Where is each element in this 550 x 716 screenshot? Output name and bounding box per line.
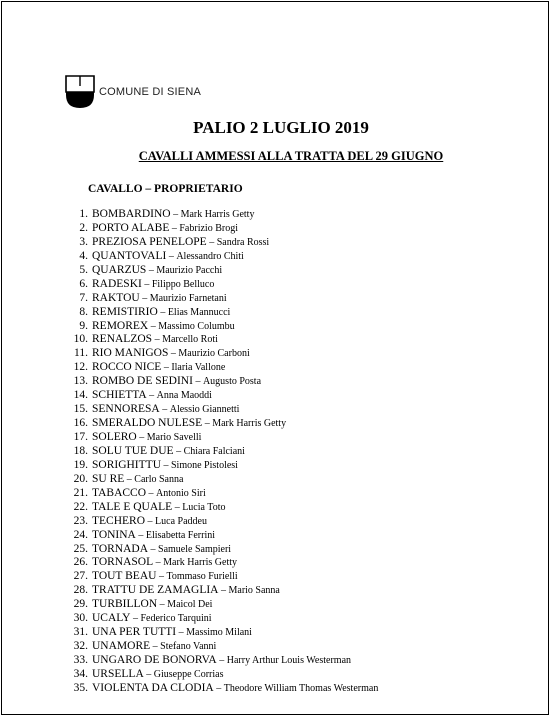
list-item — [60, 389, 378, 403]
entry-number: 20. — [73, 472, 88, 485]
list-item — [60, 612, 378, 626]
owner-name: Marcello Roti — [162, 334, 218, 346]
column-header: CAVALLO – PROPRIETARIO — [88, 183, 243, 195]
owner-name: Ilaria Vallone — [171, 362, 226, 374]
owner-name: Theodore William Thomas Westerman — [223, 682, 379, 694]
owner-name: Mark Harris Getty — [212, 418, 287, 430]
horse-name: TONINA — [92, 528, 136, 541]
entry-number: 21. — [73, 486, 88, 499]
entry-number: 1. — [79, 208, 88, 220]
name-separator: – — [172, 501, 183, 513]
entry-number: 24. — [73, 528, 88, 541]
list-item — [60, 682, 378, 696]
owner-name: Anna Maoddi — [156, 390, 212, 402]
entry-number: 33. — [73, 654, 88, 666]
horse-name: SOLU TUE DUE — [92, 444, 174, 457]
owner-name: Carlo Sanna — [134, 473, 184, 485]
logo-text: COMUNE DI SIENA — [99, 86, 202, 98]
entry-number: 11. — [74, 347, 88, 360]
owner-name: Giuseppe Corrias — [153, 668, 224, 680]
owner-name: Mario Sanna — [228, 585, 280, 597]
list-item — [60, 208, 378, 222]
owner-name: Chiara Falciani — [183, 445, 245, 457]
list-item — [60, 459, 378, 473]
name-separator: – — [161, 459, 171, 471]
list-item — [60, 584, 378, 598]
list-item — [60, 487, 378, 501]
horse-name: URSELLA — [92, 667, 144, 680]
entry-number: 27. — [73, 570, 88, 583]
list-item — [60, 431, 378, 445]
name-separator: – — [168, 348, 179, 360]
name-separator: – — [157, 599, 168, 611]
horse-name: TORNADA — [92, 542, 149, 555]
owner-name: Maicol Dei — [167, 599, 213, 611]
horse-name: SMERALDO NULESE — [92, 417, 203, 430]
entry-number: 10. — [73, 333, 88, 346]
list-item — [60, 375, 378, 389]
entry-number: 14. — [73, 389, 88, 402]
horse-name: RENALZOS — [92, 333, 153, 346]
horse-name: UNA PER TUTTI — [92, 626, 177, 639]
list-item — [60, 543, 378, 557]
horse-name: TRATTU DE ZAMAGLIA — [92, 584, 219, 597]
entry-number: 7. — [79, 291, 88, 304]
list-item — [60, 333, 378, 347]
name-separator: – — [169, 222, 180, 234]
entry-number: 18. — [73, 444, 88, 457]
owner-name: Filippo Belluco — [151, 278, 215, 290]
horse-name: SOLERO — [92, 431, 137, 443]
list-item — [60, 556, 378, 570]
entry-number: 9. — [79, 319, 88, 332]
owner-name: Maurizio Carboni — [178, 348, 250, 360]
name-separator: – — [176, 627, 187, 639]
list-item — [60, 278, 378, 292]
entry-number: 6. — [79, 277, 88, 290]
name-separator: – — [156, 571, 167, 583]
list-item — [60, 501, 378, 515]
name-separator: – — [152, 334, 163, 346]
owner-name: Stefano Vanni — [160, 641, 217, 653]
horse-name: PORTO ALABE — [92, 221, 170, 234]
owner-name: Federico Tarquini — [140, 613, 212, 625]
list-item — [60, 640, 378, 654]
horse-name: SORIGHITTU — [92, 458, 161, 471]
name-separator: – — [143, 668, 154, 680]
horse-name: SU RE — [92, 472, 125, 485]
list-item — [60, 264, 378, 278]
horse-name: REMISTIRIO — [92, 305, 158, 318]
owner-name: Augusto Posta — [202, 376, 262, 388]
owner-name: Harry Arthur Louis Westerman — [226, 655, 352, 666]
entry-number: 5. — [79, 263, 88, 276]
list-item — [60, 236, 378, 250]
name-separator: – — [141, 278, 152, 290]
horse-name: UNAMORE — [92, 640, 151, 653]
list-item — [60, 417, 378, 431]
page-subtitle: CAVALLI AMMESSI ALLA TRATTA DEL 29 GIUGNO — [138, 149, 444, 163]
list-item — [60, 222, 378, 236]
list-item — [60, 403, 378, 417]
horse-name: RADESKI — [92, 277, 142, 290]
list-item — [60, 473, 378, 487]
name-separator: – — [146, 390, 157, 402]
name-separator: – — [150, 641, 161, 653]
entry-number: 35. — [73, 681, 88, 694]
name-separator: – — [218, 585, 229, 597]
name-separator: – — [161, 362, 172, 374]
siena-shield-icon — [65, 75, 95, 109]
owner-name: Elisabetta Ferrini — [145, 529, 216, 541]
owner-name: Alessandro Chiti — [176, 250, 244, 262]
horse-name: UNGARO DE BONORVA — [92, 654, 217, 666]
owner-name: Mark Harris Getty — [180, 209, 255, 220]
entry-number: 32. — [73, 640, 88, 653]
name-separator: – — [145, 515, 156, 527]
name-separator: – — [192, 376, 203, 388]
entry-number: 12. — [73, 361, 88, 374]
owner-name: Fabrizio Brogi — [179, 222, 238, 234]
owner-name: Mario Savelli — [146, 432, 202, 443]
entry-number: 31. — [73, 626, 88, 639]
list-item — [60, 445, 378, 459]
name-separator: – — [136, 432, 147, 443]
list-item — [60, 570, 378, 584]
name-separator: – — [213, 682, 224, 694]
horse-name: RIO MANIGOS — [92, 347, 169, 360]
horse-name: ROMBO DE SEDINI — [92, 375, 193, 388]
owner-name: Antonio Siri — [156, 487, 206, 499]
name-separator: – — [173, 445, 184, 457]
horse-name: REMOREX — [92, 319, 149, 332]
horse-name: QUARZUS — [92, 263, 147, 276]
entry-number: 22. — [73, 500, 88, 513]
list-item — [60, 250, 378, 264]
horse-name: PREZIOSA PENELOPE — [92, 235, 207, 248]
list-item — [60, 347, 378, 361]
entry-number: 4. — [79, 249, 88, 262]
horse-name: BOMBARDINO — [92, 208, 171, 220]
name-separator: – — [159, 404, 170, 416]
horse-name: UCALY — [92, 612, 131, 625]
horse-name: TOUT BEAU — [92, 570, 157, 583]
horse-name: RAKTOU — [92, 291, 140, 304]
owner-name: Elias Mannucci — [167, 306, 231, 318]
horse-name: TURBILLON — [92, 598, 158, 611]
name-separator: – — [170, 209, 181, 220]
horse-name: QUANTOVALI — [92, 249, 167, 262]
owner-name: Maurizio Farnetani — [149, 292, 227, 304]
name-separator: – — [130, 613, 141, 625]
horse-list — [60, 208, 378, 696]
name-separator: – — [148, 543, 159, 555]
name-separator: – — [135, 529, 146, 541]
name-separator: – — [146, 264, 157, 276]
entry-number: 23. — [73, 514, 88, 527]
name-separator: – — [157, 306, 168, 318]
entry-number: 25. — [73, 542, 88, 555]
horse-name: SENNORESA — [92, 403, 160, 416]
entry-number: 30. — [73, 612, 88, 625]
entry-number: 2. — [79, 221, 88, 234]
horse-name: ROCCO NICE — [92, 361, 162, 374]
owner-name: Mark Harris Getty — [163, 557, 238, 569]
list-item — [60, 320, 378, 334]
comune-logo — [65, 74, 201, 110]
entry-number: 3. — [79, 235, 88, 248]
horse-name: TALE E QUALE — [92, 500, 173, 513]
list-item — [60, 529, 378, 543]
list-item — [60, 292, 378, 306]
horse-name: TECHERO — [92, 514, 146, 527]
horse-name: TABACCO — [92, 486, 147, 499]
name-separator: – — [216, 655, 227, 666]
name-separator: – — [148, 320, 159, 332]
list-item — [60, 515, 378, 529]
entry-number: 19. — [73, 458, 88, 471]
name-separator: – — [202, 418, 213, 430]
entry-number: 26. — [73, 556, 88, 569]
name-separator: – — [146, 487, 157, 499]
owner-name: Maurizio Pacchi — [156, 264, 223, 276]
horse-name: SCHIETTA — [92, 389, 147, 402]
list-item — [60, 626, 378, 640]
list-item — [60, 306, 378, 320]
name-separator: – — [153, 557, 164, 569]
name-separator: – — [206, 236, 217, 248]
entry-number: 29. — [73, 598, 88, 611]
list-item — [60, 668, 378, 682]
owner-name: Lucia Toto — [182, 501, 226, 513]
owner-name: Simone Pistolesi — [171, 459, 238, 471]
horse-name: TORNASOL — [92, 556, 154, 569]
entry-number: 8. — [79, 305, 88, 318]
owner-name: Tommaso Furielli — [166, 571, 238, 583]
entry-number: 16. — [73, 417, 88, 430]
owner-name: Alessio Giannetti — [169, 404, 240, 416]
list-item — [60, 361, 378, 375]
name-separator: – — [139, 292, 150, 304]
entry-number: 15. — [73, 403, 88, 416]
entry-number: 28. — [73, 584, 88, 597]
owner-name: Luca Paddeu — [155, 515, 207, 527]
list-item — [60, 598, 378, 612]
owner-name: Samuele Sampieri — [158, 543, 232, 555]
entry-number: 17. — [73, 431, 88, 443]
list-item — [60, 654, 378, 668]
owner-name: Sandra Rossi — [216, 236, 270, 248]
horse-name: VIOLENTA DA CLODIA — [92, 681, 214, 694]
owner-name: Massimo Columbu — [158, 320, 235, 332]
name-separator: – — [124, 473, 135, 485]
page-title: PALIO 2 LUGLIO 2019 — [193, 118, 369, 137]
entry-number: 34. — [73, 667, 88, 680]
name-separator: – — [166, 250, 177, 262]
owner-name: Massimo Milani — [186, 627, 252, 639]
entry-number: 13. — [73, 375, 88, 388]
